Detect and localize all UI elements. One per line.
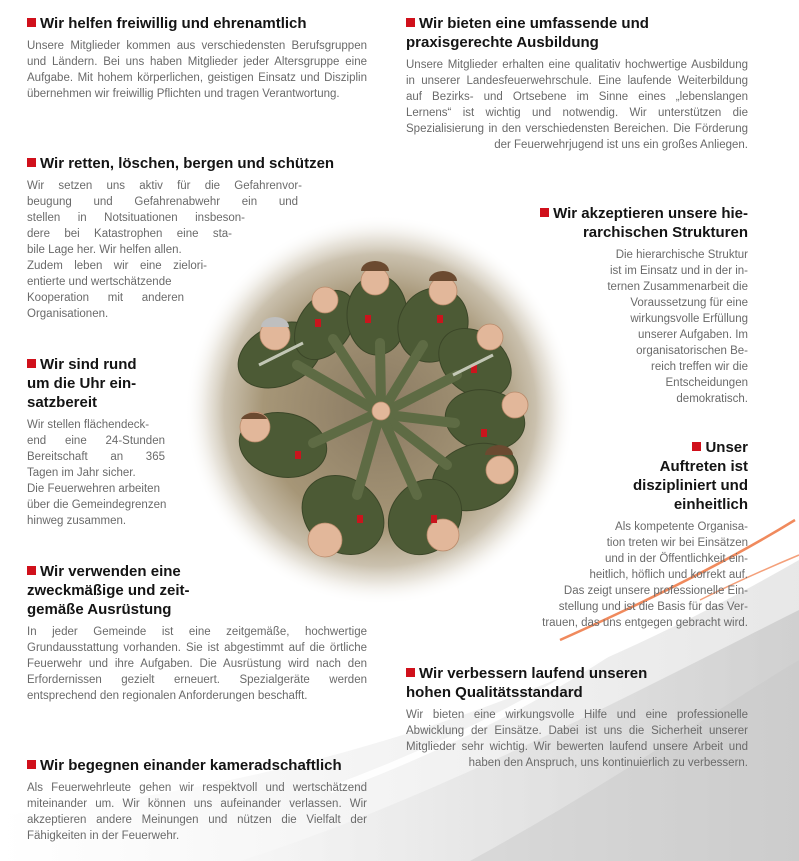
red-square-icon (692, 442, 701, 451)
heading-rund: Wir sind rund um die Uhr ein- satzbereit (27, 356, 137, 411)
red-square-icon (27, 566, 36, 575)
heading-ausruestung: Wir verwenden eine zweckmäßige und zeit- gemäße Ausrüstung (27, 563, 190, 618)
section-qualitaet (406, 664, 748, 771)
body-auftreten: Als kompetente Organisa- tion treten wir bei Einsätzen und in der Öffentlichkeit ein- heitlich, höflich und korrekt auf. Das zeigt unsere professionelle Ein- stellung und ist die Basis für das Ver- trauen, das uns entgegen gebracht wird. (542, 521, 748, 629)
body-strukturen: Die hierarchische Struktur ist im Einsatz und in der in- ternen Zusammenarbeit die Voraussetzung für eine wirkungsvolle Erfüllung unserer Aufgaben. Im organisatorischen Be- reich treffen wir die Entscheidungen demokratisch. (607, 249, 748, 405)
red-square-icon (540, 208, 549, 217)
heading-qualitaet: Wir verbessern laufend unseren hohen Qualitätsstandard (406, 665, 648, 701)
section-freiwillig (27, 14, 367, 102)
section-ausbildung (406, 14, 748, 153)
red-square-icon (406, 668, 415, 677)
red-square-icon (27, 158, 36, 167)
red-square-icon (27, 760, 36, 769)
red-square-icon (406, 18, 415, 27)
section-strukturen (420, 204, 748, 407)
heading-kamerad: Wir begegnen einander kameradschaftlich (27, 756, 367, 775)
section-retten (27, 154, 357, 322)
heading-retten: Wir retten, löschen, bergen und schützen (27, 154, 357, 173)
heading-auftreten: Unser Auftreten ist diszipliniert und einheitlich (633, 439, 748, 513)
heading-freiwillig: Wir helfen freiwillig und ehrenamtlich (27, 14, 367, 33)
body-freiwillig: Unsere Mitglieder kommen aus verschiedensten Berufsgruppen und Ländern. Bei uns haben Mitglieder jeder Altersgruppe eine Aufgabe. Mit hohem körperlichen, geistigen Einsatz und Disziplin übernehmen wir freiwillig Pflichten und tragen Verantwortung. (27, 40, 367, 100)
section-kamerad (27, 756, 367, 844)
body-rund: Wir stellen flächendeck- end eine 24-Stunden Bereitschaft an 365 Tagen im Jahr sicher. Die Feuerwehren arbeiten über die Gemeindegrenzen hinweg zusammen. (27, 419, 167, 527)
heading-ausbildung: Wir bieten eine umfassende und praxisgerechte Ausbildung (406, 15, 649, 51)
section-rund (27, 355, 197, 529)
body-ausruestung: In jeder Gemeinde ist eine zeitgemäße, hochwertige Grundausstattung vorhanden. Sie ist abgestimmt auf die örtliche Feuerwehr und ihre Aufgaben. Die Ausrüstung wird nach den Erfordernissen gezielt erneuert. Spezialgeräte werden entsprechend den regionalen Anforderungen beschafft. (27, 626, 367, 702)
section-auftreten (420, 438, 748, 631)
red-square-icon (27, 18, 36, 27)
body-qualitaet: Wir bieten eine wirkungsvolle Hilfe und eine professionelle Abwicklung der Einsätze. Dabei ist uns die Sicherheit unserer Mitglieder sehr wichtig. Wir bewerten laufend unsere Arbeit und haben den Anspruch, uns kontinuierlich zu verbessern. (406, 709, 748, 769)
body-ausbildung: Unsere Mitglieder erhalten eine qualitativ hochwertige Ausbildung in unserer Landesfeuerwehrschule. Eine laufende Weiterbildung auf Bezirks- und Ortsebene im Sinne eines „lebenslangen Lernens“ ist wichtig und notwendig. Wir unterstützen die Spezialisierung in den verschiedensten Bereichen. Die Förderung der Feuerwehrjugend ist uns ein großes Anliegen. (406, 59, 748, 151)
body-retten: Wir setzen uns aktiv für die Gefahrenvor- beugung und Gefahrenabwehr ein und stellen in Notsituationen insbeson- dere bei Katastrophen eine sta- bile Lage her. Wir helfen allen. Zudem leben wir eine zielori- entierte und wertschätzende Kooperation mit anderen Organisationen. (27, 180, 302, 320)
section-ausruestung (27, 562, 367, 704)
red-square-icon (27, 359, 36, 368)
heading-strukturen: Wir akzeptieren unsere hie- rarchischen Strukturen (420, 204, 748, 242)
body-kamerad: Als Feuerwehrleute gehen wir respektvoll und wertschätzend miteinander um. Wir können uns aufeinander verlassen. Wir akzeptieren andere Meinungen und nützen die Vielfalt der Fähigkeiten in der Feuerwehr. (27, 782, 367, 842)
